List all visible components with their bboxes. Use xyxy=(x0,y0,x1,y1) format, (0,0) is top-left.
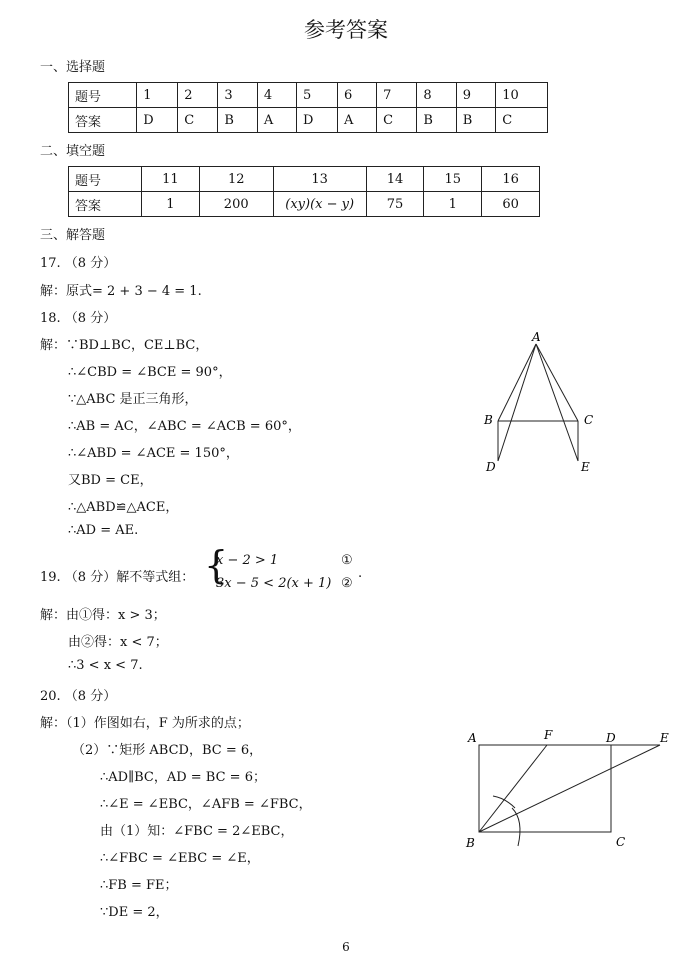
question-number: 5 xyxy=(297,83,338,108)
q18-solution-line: 又BD = CE， xyxy=(68,473,153,488)
q18-solution-line: 解：∵BD⊥BC，CE⊥BC， xyxy=(40,338,209,353)
q19-solution-line: 由②得：x < 7； xyxy=(68,635,168,650)
q17-heading: 17. （8 分） xyxy=(40,256,117,271)
point-label: C xyxy=(584,413,594,427)
question-number: 3 xyxy=(218,83,257,108)
q18-triangle-figure xyxy=(470,330,610,480)
question-number: 10 xyxy=(496,83,548,108)
point-label: B xyxy=(466,836,475,850)
choice-answer-table xyxy=(68,82,548,133)
q17-solution-line: 解：原式= 2 + 3 − 4 = 1. xyxy=(40,284,202,299)
q19-inequality-2: 3x − 5 < 2(x + 1) xyxy=(216,576,332,591)
answer-cell: D xyxy=(137,108,178,133)
question-number: 7 xyxy=(377,83,417,108)
q20-solution-line: ∴AD∥BC，AD = BC = 6； xyxy=(100,770,266,785)
question-number: 13 xyxy=(273,167,366,192)
answer-cell: (xy)(x − y) xyxy=(273,192,366,217)
q20-solution-line: （2）∵矩形 ABCD，BC = 6， xyxy=(72,743,263,758)
table-row xyxy=(69,83,548,108)
question-number: 2 xyxy=(178,83,218,108)
answer-cell: B xyxy=(218,108,257,133)
q18-solution-line: ∵△ABC 是正三角形， xyxy=(68,392,198,407)
answer-cell: C xyxy=(377,108,417,133)
point-label: F xyxy=(544,728,553,742)
q18-solution-line: ∴∠ABD = ∠ACE = 150°， xyxy=(68,446,239,461)
q20-rectangle-figure xyxy=(460,724,680,854)
table-row xyxy=(69,108,548,133)
q20-solution-line: 由（1）知：∠FBC = 2∠EBC， xyxy=(100,824,294,839)
q19-mark-2: ② xyxy=(341,576,353,591)
q19-solution-line: 解：由①得：x > 3； xyxy=(40,608,166,623)
answer-cell: 1 xyxy=(424,192,482,217)
question-number: 1 xyxy=(137,83,178,108)
answer-cell: 60 xyxy=(482,192,540,217)
header-label: 题号 xyxy=(69,167,142,192)
section-solution: 三、解答题 xyxy=(40,228,106,243)
question-number: 9 xyxy=(456,83,495,108)
answer-cell: D xyxy=(297,108,338,133)
point-label: B xyxy=(484,413,493,427)
question-number: 4 xyxy=(257,83,296,108)
question-number: 15 xyxy=(424,167,482,192)
section-choice: 一、选择题 xyxy=(40,60,106,75)
q18-solution-line: ∴△ABD≌△ACE， xyxy=(68,500,179,515)
q20-solution-line: ∴∠E = ∠EBC，∠AFB = ∠FBC， xyxy=(100,797,312,812)
question-number: 11 xyxy=(142,167,200,192)
q19-period: . xyxy=(358,566,363,581)
q20-solution-line: ∵DE = 2， xyxy=(100,905,169,920)
answer-cell: A xyxy=(338,108,377,133)
point-label: A xyxy=(468,731,477,745)
point-label: D xyxy=(486,460,496,474)
section-fill: 二、填空题 xyxy=(40,144,106,159)
q18-solution-line: ∴AD = AE. xyxy=(68,523,139,538)
answer-cell: C xyxy=(496,108,548,133)
answer-cell: 200 xyxy=(199,192,273,217)
q18-solution-line: ∴AB = AC，∠ABC = ∠ACB = 60°， xyxy=(68,419,301,434)
q20-solution-line: 解：（1）作图如右，F 为所求的点； xyxy=(40,716,250,731)
q20-solution-line: ∴∠FBC = ∠EBC = ∠E， xyxy=(100,851,260,866)
q19-inequality-1: x − 2 > 1 xyxy=(216,553,279,568)
point-label: A xyxy=(532,330,541,344)
question-number: 12 xyxy=(199,167,273,192)
answer-cell: A xyxy=(257,108,296,133)
point-label: C xyxy=(616,835,626,849)
question-number: 14 xyxy=(366,167,424,192)
page-number: 6 xyxy=(342,940,350,954)
point-label: D xyxy=(606,731,616,745)
q20-solution-line: ∴FB = FE； xyxy=(100,878,178,893)
q19-heading: 19. （8 分）解不等式组： xyxy=(40,570,195,585)
q20-heading: 20. （8 分） xyxy=(40,689,117,704)
answer-cell: B xyxy=(417,108,456,133)
system-brace: { xyxy=(204,543,229,587)
q19-solution-line: ∴3 < x < 7. xyxy=(68,658,143,673)
point-label: E xyxy=(660,731,669,745)
question-number: 8 xyxy=(417,83,456,108)
page-title: 参考答案 xyxy=(304,18,388,42)
table-row xyxy=(69,192,540,217)
answer-cell: 75 xyxy=(366,192,424,217)
question-number: 16 xyxy=(482,167,540,192)
q19-mark-1: ① xyxy=(341,553,353,568)
answer-cell: C xyxy=(178,108,218,133)
answer-cell: 1 xyxy=(142,192,200,217)
question-number: 6 xyxy=(338,83,377,108)
fill-answer-table xyxy=(68,166,540,217)
table-row xyxy=(69,167,540,192)
header-label: 题号 xyxy=(69,83,137,108)
q18-heading: 18. （8 分） xyxy=(40,311,117,326)
answer-label: 答案 xyxy=(69,192,142,217)
point-label: E xyxy=(581,460,590,474)
answer-label: 答案 xyxy=(69,108,137,133)
answer-cell: B xyxy=(456,108,495,133)
q18-solution-line: ∴∠CBD = ∠BCE = 90°， xyxy=(68,365,232,380)
